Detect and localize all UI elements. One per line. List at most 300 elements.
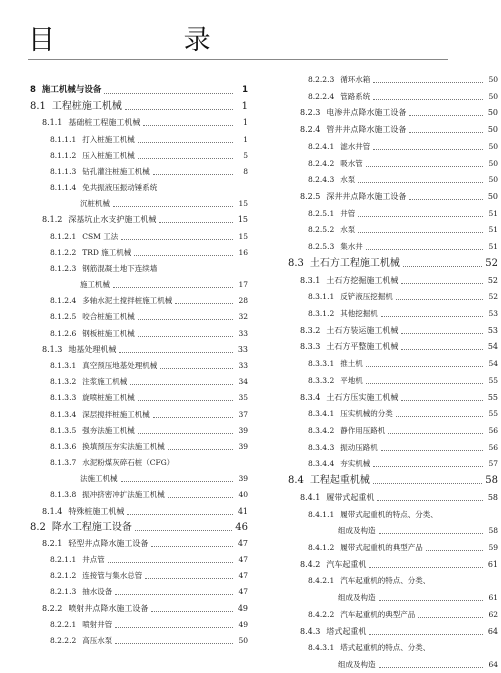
toc-entry-number: 8.1.2.1: [50, 232, 77, 241]
toc-leader-dots: [369, 558, 483, 568]
toc-entry-title: 钻孔灌注桩施工机械: [82, 167, 150, 176]
toc-entry-title: 土石方压实施工机械: [326, 393, 399, 402]
toc-entry-page: 49: [237, 604, 248, 613]
title-divider: [28, 59, 448, 60]
toc-entry-title: 平地机: [340, 376, 363, 385]
toc-entry-title: 履带式起重机: [326, 493, 375, 502]
toc-leader-dots: [135, 521, 232, 531]
toc-entry-title: 真空预压地基处理机械: [82, 361, 158, 370]
toc-leader-dots: [153, 165, 233, 175]
toc-entry: [308, 307, 498, 320]
toc-entry-number: 8.2.4.2: [308, 159, 335, 168]
toc-leader-dots: [401, 391, 483, 401]
toc-entry: [50, 391, 248, 404]
toc-entry-page: 55: [488, 376, 498, 385]
toc-leader-dots: [358, 223, 483, 233]
toc-entry-page: 50: [488, 92, 498, 101]
toc-entry-title: 咬合桩施工机械: [82, 312, 135, 321]
toc-entry: [308, 173, 498, 186]
toc-entry-page: 50: [487, 108, 498, 117]
toc-entry-page: 50: [488, 142, 498, 151]
toc-entry: [50, 246, 248, 259]
toc-entry: [50, 634, 248, 647]
toc-leader-dots: [104, 84, 233, 94]
toc-entry-page: 37: [238, 410, 248, 419]
toc-entry-number: 8.4.1.2: [308, 543, 335, 552]
toc-entry: [308, 508, 498, 521]
toc-entry-page: 47: [237, 539, 248, 548]
toc-entry: [308, 574, 498, 587]
toc-leader-dots: [138, 424, 233, 434]
toc-entry: [300, 123, 498, 136]
toc-entry-title: 振动压路机: [340, 443, 378, 452]
toc-leader-dots: [396, 407, 483, 417]
toc-entry-number: 8.3.4.2: [308, 426, 335, 435]
toc-entry-title: 工程起重机械: [309, 475, 370, 486]
toc-entry-page: 57: [488, 459, 498, 468]
toc-entry-title: 其他挖掘机: [340, 309, 378, 318]
toc-entry-title: 喷射井管: [82, 620, 113, 629]
toc-entry-page: 33: [237, 345, 248, 354]
toc-entry-title: 管路系统: [340, 92, 371, 101]
toc-entry-number: 8.4.3.1: [308, 643, 335, 652]
toc-entry-page: 16: [238, 248, 248, 257]
toc-leader-dots: [373, 457, 483, 467]
toc-entry-title: TRD 施工机械: [82, 248, 132, 257]
toc-entry-page: 1: [242, 85, 248, 95]
toc-entry-title: 吸水管: [340, 159, 363, 168]
toc-entry-number: 8.2.4.1: [308, 142, 335, 151]
toc-leader-dots: [426, 541, 483, 551]
toc-entry-number: 8.1.1.4: [50, 183, 77, 192]
toc-entry-page: 34: [238, 377, 248, 386]
toc-entry-page: 1: [242, 118, 248, 127]
toc-entry-number: 8.2.2.4: [308, 92, 335, 101]
toc-entry-page: 17: [238, 280, 248, 289]
toc-entry: [308, 157, 498, 170]
toc-entry-number: 8.3.3.2: [308, 376, 335, 385]
toc-leader-dots: [127, 505, 233, 515]
toc-entry: [308, 441, 498, 454]
toc-entry-title: 履带式起重机的特点、分类、: [340, 510, 438, 519]
toc-entry-page: 50: [488, 175, 498, 184]
toc-leader-dots: [168, 440, 233, 450]
toc-entry-page: 52: [487, 276, 498, 285]
toc-entry-page: 50: [487, 125, 498, 134]
toc-entry-page: 47: [238, 571, 248, 580]
toc-entry-title: 履带式起重机的典型产品: [340, 543, 423, 552]
toc-entry-title: 降水工程施工设备: [51, 522, 132, 533]
toc-entry-page: 55: [488, 409, 498, 418]
toc-entry-page: 1: [243, 135, 248, 144]
toc-entry-page: 64: [488, 660, 498, 669]
toc-entry: [42, 602, 248, 615]
toc-entry-title: 夯实机械: [340, 459, 371, 468]
toc-entry: [308, 407, 498, 420]
toc-entry-number: 8.2.5.2: [308, 225, 335, 234]
toc-entry-number: 8.2.5.3: [308, 242, 335, 251]
toc-entry-title: 特殊桩施工机械: [68, 507, 125, 516]
toc-entry-number: 8.1.3: [42, 345, 63, 354]
toc-entry-title: 强夯法施工机械: [82, 426, 135, 435]
toc-entry-number: 8.1.1.1: [50, 135, 77, 144]
toc-leader-dots: [151, 602, 233, 612]
toc-leader-dots: [396, 290, 483, 300]
toc-entry-title: 深井井点降水施工设备: [326, 192, 407, 201]
toc-leader-dots: [366, 157, 483, 167]
toc-entry-page: 46: [235, 522, 248, 533]
toc-leader-dots: [159, 213, 233, 223]
toc-entry: [50, 618, 248, 631]
toc-entry-page: 54: [488, 359, 498, 368]
toc-entry-number: 8.2.3: [300, 108, 321, 117]
toc-entry-title: 多轴水泥土搅拌桩施工机械: [82, 296, 173, 305]
toc-entry-number: 8.3.1.1: [308, 292, 335, 301]
toc-entry-number: 8.3.3.1: [308, 359, 335, 368]
toc-entry-title: 钢板桩施工机械: [82, 329, 135, 338]
toc-leader-dots: [143, 116, 233, 126]
toc-entry-page: 61: [487, 560, 498, 569]
toc-leader-dots: [138, 310, 233, 320]
toc-entry-title: 振冲挤密冲扩法施工机械: [82, 490, 165, 499]
toc-leader-dots: [433, 574, 495, 583]
toc-entry-number: 8.2.1.2: [50, 571, 77, 580]
toc-entry-number: 8.1.2: [42, 215, 63, 224]
toc-leader-dots: [409, 106, 483, 116]
toc-entry-page: 51: [488, 225, 498, 234]
toc-entry: [308, 73, 498, 86]
toc-entry-page: 51: [488, 242, 498, 251]
toc-entry-number: 8.3.4.3: [308, 443, 335, 452]
toc-entry-page: 53: [488, 309, 498, 318]
toc-entry: [30, 84, 248, 97]
toc-entry-number: 8.1.3.4: [50, 410, 77, 419]
toc-entry-number: 8.2.5: [300, 192, 321, 201]
toc-entry: [30, 521, 248, 534]
toc-entry: [50, 133, 248, 146]
toc-leader-dots: [138, 391, 233, 401]
toc-entry-page: 55: [487, 393, 498, 402]
toc-entry: [50, 359, 248, 372]
toc-leader-dots: [381, 307, 483, 317]
toc-entry-title: 循环水箱: [340, 75, 371, 84]
toc-entry-title: 注浆施工机械: [82, 377, 128, 386]
toc-entry-number: 8.1.2.2: [50, 248, 77, 257]
toc-entry-title: 压入桩施工机械: [82, 151, 135, 160]
toc-leader-dots: [113, 278, 233, 288]
toc-entry-page: 39: [238, 426, 248, 435]
toc-entry-title: 土石方工程施工机械: [309, 258, 400, 269]
toc-entry-page: 58: [487, 493, 498, 502]
toc-entry-page: 51: [488, 209, 498, 218]
toc-entry-title: 法施工机械: [80, 474, 118, 483]
toc-entry-number: 8.3.4.1: [308, 409, 335, 418]
toc-entry-title: 沉桩机械: [80, 199, 110, 208]
toc-entry: [50, 440, 248, 453]
toc-entry-number: 8.2.1.3: [50, 587, 77, 596]
toc-leader-dots: [358, 173, 483, 183]
toc-entry-number: 8.1.2.5: [50, 312, 77, 321]
toc-entry-number: 8.3.4.4: [308, 459, 335, 468]
toc-leader-dots: [379, 658, 484, 668]
toc-entry-title: 水泥粉煤灰碎石桩（CFG）: [82, 458, 175, 467]
toc-entry-page: 58: [488, 526, 498, 535]
toc-entry-page: 47: [238, 587, 248, 596]
toc-entry-number: 8.3.3: [300, 342, 321, 351]
toc-leader-dots: [388, 424, 483, 434]
toc-entry-page: 15: [238, 199, 248, 208]
toc-entry-title: CSM 工法: [82, 232, 119, 241]
toc-entry-number: 8.4.1: [300, 493, 321, 502]
toc-entry-page: 50: [488, 159, 498, 168]
toc-entry-number: 8.3.1.2: [308, 309, 335, 318]
toc-entry-number: 8.1.4: [42, 507, 63, 516]
toc-entry-number: 8.1.2.4: [50, 296, 77, 305]
toc-entry-page: 54: [487, 342, 498, 351]
toc-entry-number: 8.1.3.6: [50, 442, 77, 451]
toc-leader-dots: [160, 359, 233, 369]
toc-entry-number: 8.2.2.2: [50, 636, 77, 645]
toc-entry: [50, 165, 248, 178]
toc-entry: [50, 488, 248, 501]
toc-entry-number: 8.1.3.2: [50, 377, 77, 386]
toc-leader-dots: [401, 274, 483, 284]
toc-entry: [80, 472, 248, 485]
toc-entry-page: 40: [238, 490, 248, 499]
toc-entry: [288, 257, 498, 270]
toc-leader-dots: [377, 491, 483, 501]
toc-entry-title: 钢筋混凝土地下连续墙: [82, 264, 158, 273]
toc-entry-number: 8.4.1.1: [308, 510, 335, 519]
toc-entry: [50, 585, 248, 598]
toc-entry-title: 水泵: [340, 175, 356, 184]
toc-entry-title: 塔式起重机的特点、分类、: [340, 643, 431, 652]
toc-entry: [42, 505, 248, 518]
toc-entry-title: 汽车起重机的典型产品: [340, 610, 416, 619]
toc-leader-dots: [113, 197, 233, 207]
toc-entry-number: 8.3.4: [300, 393, 321, 402]
toc-entry-page: 39: [238, 442, 248, 451]
toc-leader-dots: [115, 634, 233, 644]
toc-leader-dots: [401, 340, 483, 350]
toc-entry-number: 8.1.3.3: [50, 393, 77, 402]
toc-entry-number: 8.3: [288, 258, 304, 269]
toc-entry-title: 换填预压夯实法施工机械: [82, 442, 165, 451]
toc-entry-number: 8.4.3: [300, 627, 321, 636]
toc-entry-page: 50: [488, 75, 498, 84]
toc-entry: [50, 310, 248, 323]
toc-entry: [308, 374, 498, 387]
toc-leader-dots: [366, 240, 483, 250]
toc-entry: [50, 553, 248, 566]
toc-entry-title: 水泵: [340, 225, 356, 234]
toc-entry-title: 反铲液压挖掘机: [340, 292, 393, 301]
toc-entry: [50, 181, 248, 194]
toc-leader-dots: [138, 149, 233, 159]
toc-leader-dots: [373, 140, 483, 150]
toc-entry-number: 8.2.2.1: [50, 620, 77, 629]
toc-entry: [50, 149, 248, 162]
toc-leader-dots: [138, 133, 233, 143]
toc-entry-title: 打入桩施工机械: [82, 135, 135, 144]
toc-entry-page: 56: [488, 443, 498, 452]
toc-entry-title: 滤水井管: [340, 142, 371, 151]
toc-entry-number: 8.2.4: [300, 125, 321, 134]
toc-leader-dots: [134, 246, 233, 256]
toc-leader-dots: [168, 488, 233, 498]
toc-entry: [338, 524, 498, 537]
toc-entry-page: 33: [238, 329, 248, 338]
toc-entry-page: 56: [488, 426, 498, 435]
toc-entry-title: 塔式起重机: [326, 627, 367, 636]
toc-entry-title: 土石方装运施工机械: [326, 326, 399, 335]
toc-entry: [338, 658, 498, 671]
toc-entry-page: 52: [488, 292, 498, 301]
toc-leader-dots: [130, 375, 233, 385]
toc-entry: [300, 106, 498, 119]
toc-entry-number: 8.2.2.3: [308, 75, 335, 84]
toc-entry-title: 旋喷桩施工机械: [82, 393, 135, 402]
toc-entry-title: 汽车起重机的特点、分类、: [340, 576, 431, 585]
toc-entry-page: 64: [487, 627, 498, 636]
toc-entry-number: 8.2.4.3: [308, 175, 335, 184]
toc-leader-dots: [138, 327, 233, 337]
toc-entry: [300, 274, 498, 287]
toc-entry-page: 41: [237, 507, 248, 516]
toc-entry-title: 抽水设备: [82, 587, 113, 596]
toc-leader-dots: [119, 343, 233, 353]
toc-leader-dots: [433, 641, 495, 650]
toc-entry: [308, 290, 498, 303]
toc-entry-page: 61: [488, 593, 498, 602]
toc-leader-dots: [366, 374, 483, 384]
toc-entry-title: 组成及构造: [338, 593, 376, 602]
toc-leader-dots: [121, 230, 233, 240]
toc-entry-number: 8.1.3.7: [50, 458, 77, 467]
toc-entry: [308, 641, 498, 654]
toc-leader-dots: [403, 257, 482, 267]
toc-leader-dots: [160, 181, 245, 190]
toc-leader-dots: [160, 262, 245, 271]
toc-entry-page: 33: [238, 361, 248, 370]
toc-entry: [308, 424, 498, 437]
toc-entry-number: 8.4: [288, 475, 304, 486]
toc-entry: [308, 357, 498, 370]
toc-entry: [308, 90, 498, 103]
toc-entry-page: 49: [238, 620, 248, 629]
toc-entry-title: 施工机械与设备: [41, 85, 102, 95]
toc-entry-page: 8: [243, 167, 248, 176]
toc-entry-number: 8.3.2: [300, 326, 321, 335]
toc-entry-number: 8.4.2: [300, 560, 321, 569]
toc-entry-title: 轻型井点降水施工设备: [68, 539, 149, 548]
toc-entry-number: 8.2.1.1: [50, 555, 77, 564]
toc-leader-dots: [409, 123, 483, 133]
toc-entry: [50, 294, 248, 307]
toc-entry: [308, 541, 498, 554]
toc-leader-dots: [373, 90, 483, 100]
toc-leader-dots: [121, 472, 234, 482]
toc-leader-dots: [373, 73, 483, 83]
toc-entry: [30, 100, 248, 113]
toc-entry-title: 深基坑止水支护施工机械: [68, 215, 157, 224]
toc-leader-dots: [108, 553, 233, 563]
toc-entry: [50, 456, 248, 469]
toc-entry: [338, 591, 498, 604]
toc-entry: [42, 343, 248, 356]
toc-entry-title: 静作用压路机: [340, 426, 386, 435]
toc-entry-page: 59: [488, 543, 498, 552]
toc-entry: [308, 207, 498, 220]
toc-entry-page: 62: [488, 610, 498, 619]
toc-entry-number: 8.2.1: [42, 539, 63, 548]
toc-entry-page: 35: [238, 393, 248, 402]
toc-entry-title: 集水井: [340, 242, 363, 251]
toc-entry-number: 8.1.3.8: [50, 490, 77, 499]
toc-leader-dots: [115, 618, 233, 628]
toc-entry: [50, 327, 248, 340]
toc-entry-number: 8.2: [30, 522, 46, 533]
toc-leader-dots: [151, 537, 233, 547]
toc-entry-title: 工程桩施工机械: [51, 101, 122, 112]
toc-entry: [42, 213, 248, 226]
toc-entry-title: 管井井点降水施工设备: [326, 125, 407, 134]
toc-leader-dots: [381, 441, 483, 451]
toc-entry-title: 组成及构造: [338, 660, 376, 669]
toc-entry: [308, 457, 498, 470]
toc-entry-page: 52: [485, 258, 498, 269]
toc-entry-number: 8.1.3.1: [50, 361, 77, 370]
toc-entry-title: 免共振液压振动锤系统: [82, 183, 158, 192]
toc-entry: [308, 140, 498, 153]
toc-leader-dots: [441, 508, 495, 517]
toc-leader-dots: [409, 190, 483, 200]
toc-entry-page: 39: [238, 474, 248, 483]
toc-leader-dots: [373, 474, 482, 484]
toc-leader-dots: [175, 294, 233, 304]
toc-entry: [308, 240, 498, 253]
toc-entry-page: 5: [243, 151, 248, 160]
toc-leader-dots: [379, 591, 484, 601]
toc-leader-dots: [369, 625, 483, 635]
toc-leader-dots: [379, 524, 484, 534]
toc-entry-number: 8.4.2.2: [308, 610, 335, 619]
toc-entry-number: 8.1.1.3: [50, 167, 77, 176]
toc-entry-title: 组成及构造: [338, 526, 376, 535]
toc-entry-number: 8.4.2.1: [308, 576, 335, 585]
toc-entry: [300, 340, 498, 353]
toc-leader-dots: [153, 408, 233, 418]
toc-entry-title: 喷射井点降水施工设备: [68, 604, 149, 613]
toc-entry-page: 15: [238, 232, 248, 241]
toc-leader-dots: [358, 207, 483, 217]
toc-entry-number: 8.3.1: [300, 276, 321, 285]
toc-entry-title: 基础桩工程施工机械: [68, 118, 141, 127]
toc-leader-dots: [366, 357, 483, 367]
toc-entry-number: 8.1.2.3: [50, 264, 77, 273]
toc-entry: [308, 223, 498, 236]
toc-entry-title: 土石方平整施工机械: [326, 342, 399, 351]
toc-entry-title: 土石方挖掘施工机械: [326, 276, 399, 285]
toc-entry-number: 8.1.2.6: [50, 329, 77, 338]
toc-leader-dots: [418, 608, 483, 618]
toc-entry-number: 8.2.2: [42, 604, 63, 613]
toc-entry-page: 15: [237, 215, 248, 224]
toc-entry-title: 施工机械: [80, 280, 110, 289]
toc-entry: [300, 190, 498, 203]
toc-entry: [300, 391, 498, 404]
toc-entry-title: 高压水泵: [82, 636, 113, 645]
